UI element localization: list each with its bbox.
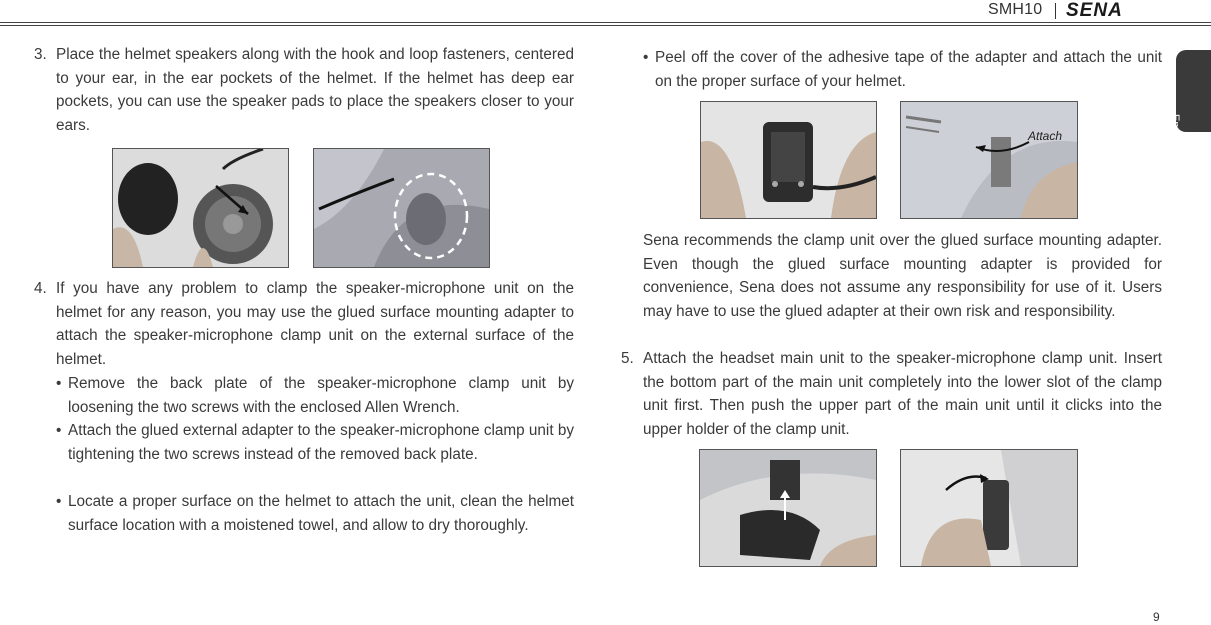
main-unit-insert-photo bbox=[699, 449, 877, 567]
disclaimer-note: Sena recommends the clamp unit over the glued surface mounting adapter. Even though the glued surface mounting adapter is provided for convenience, Sena does not assume any responsibility for use of it. Users may have to use the glued adapter at their own risk and responsibility. bbox=[643, 232, 1162, 320]
header-separator bbox=[1055, 3, 1056, 19]
helmet-attach-photo bbox=[900, 101, 1078, 219]
model-name: SMH10 bbox=[988, 1, 1043, 18]
bullet-marker: • bbox=[56, 493, 62, 510]
adapter-tape-photo bbox=[700, 101, 877, 219]
step-3-text: Place the helmet speakers along with the hook and loop fasteners, centered to your ear, in the ear pockets of the helmet. If the helmet has deep ear pockets, you can use the speaker pads to place the speakers closer to your ears. bbox=[56, 46, 574, 134]
page-number: 9 bbox=[1153, 610, 1160, 624]
helmet-ear-pocket-photo bbox=[313, 148, 490, 268]
language-tab-label: English bbox=[1169, 114, 1181, 151]
bullet-marker: • bbox=[56, 375, 62, 392]
attach-label: Attach bbox=[1028, 129, 1063, 143]
step-4-number: 4. bbox=[34, 280, 47, 297]
bullet-marker: • bbox=[56, 422, 62, 439]
step-4-bullet-3: Locate a proper surface on the helmet to attach the unit, clean the helmet surface location with a moistened towel, and allow to dry thoroughly. bbox=[68, 493, 574, 534]
bullet-marker: • bbox=[643, 49, 649, 66]
step-5-text: Attach the headset main unit to the speaker-microphone clamp unit. Insert the bottom part of the main unit completely into the lower slot of the clamp unit first. Then push the upper part of the main unit until it clicks into the upper holder of the clamp unit. bbox=[643, 350, 1162, 438]
step-4-bullet-2: Attach the glued external adapter to the speaker-microphone clamp unit by tightening the two screws instead of the removed back plate. bbox=[68, 422, 574, 463]
header-rule bbox=[0, 22, 1211, 23]
header-rule-secondary bbox=[0, 25, 1211, 26]
language-tab bbox=[1169, 50, 1211, 151]
speaker-pad-photo bbox=[112, 148, 289, 268]
step-5-number: 5. bbox=[621, 350, 634, 367]
step-4-bullet-4: Peel off the cover of the adhesive tape of the adapter and attach the unit on the proper surface of your helmet. bbox=[655, 49, 1162, 90]
step-4-text: If you have any problem to clamp the speaker-microphone unit on the helmet for any reason, you may use the glued surface mounting adapter to attach the speaker-microphone clamp unit on the external surface of the helmet. bbox=[56, 280, 574, 368]
main-unit-click-photo bbox=[900, 449, 1078, 567]
brand-logo: SENA bbox=[1066, 0, 1123, 21]
step-4-bullet-1: Remove the back plate of the speaker-microphone clamp unit by loosening the two screws with the enclosed Allen Wrench. bbox=[68, 375, 574, 416]
step-3-number: 3. bbox=[34, 46, 47, 63]
